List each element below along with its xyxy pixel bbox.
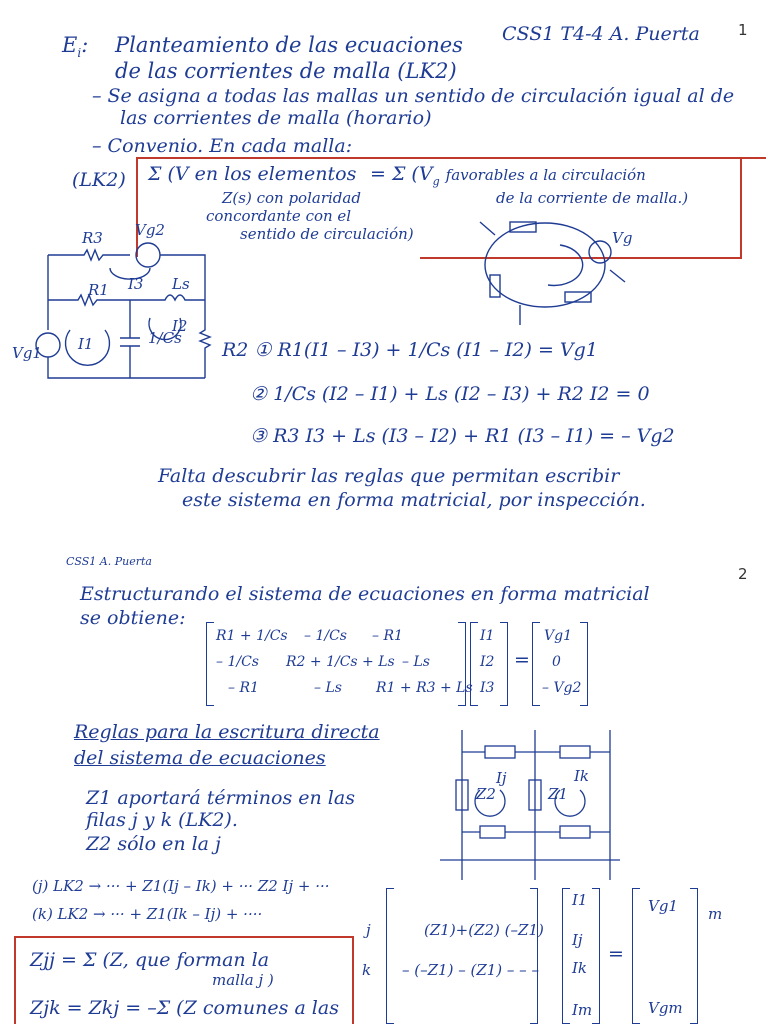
equation-2: ② 1/Cs (I2 – I1) + Ls (I2 – I3) + R2 I2 = 0 [250,383,650,405]
label-vg1: Vg1 [12,344,42,362]
capacitor [120,300,140,378]
sources-bracket-left [532,622,540,706]
unknown-i2: I2 [480,654,495,670]
zjj-box-top [14,936,354,938]
big-unknowns-bracket-left [562,888,570,1024]
label-i1: I1 [78,335,94,353]
diagram-z-top-left [485,746,515,758]
note-line-1: Falta descubrir las reglas que permitan escribir [158,465,620,487]
z2-rule-line: Z2 sólo en la j [86,833,221,855]
ring-source [589,241,611,263]
source-zero: 0 [552,654,561,670]
matrix-cell: – Ls [314,680,342,696]
diagram-label-z1: Z1 [548,785,568,803]
matrix-cell: R2 + 1/Cs + Ls [286,654,395,670]
big-sources-bracket-left [632,888,640,1024]
title-line-2: de las corrientes de malla (LK2) [115,59,457,83]
matrix-cell: – 1/Cs [304,628,347,644]
matrix-cell: – R1 [372,628,403,644]
sum-left-line-2: Z(s) con polaridad [222,189,361,207]
big-unknown-im: Im [572,1001,593,1019]
big-matrix-bracket-left [386,888,394,1024]
row-j-lk2: (j) LK2 → ··· + Z1(Ij – Ik) + ··· Z2 Ij + ··· [32,877,330,895]
diagram-z-top-right [560,746,590,758]
matrix-cell: – Ls [402,654,430,670]
big-unknown-ij: Ij [572,931,583,949]
label-ls: Ls [172,275,190,293]
matrix-cell: – 1/Cs [216,654,259,670]
big-entry-kk: – (–Z1) – (Z1) – – – [402,961,539,979]
label-i3: I3 [128,275,144,293]
page-number-2: 2 [738,565,748,583]
matrix-cell: – R1 [228,680,259,696]
z1-rule-line-1: Z1 aportará términos en las [86,787,355,809]
big-sources-bracket-right [690,888,698,1024]
zjj-definition-line-2: malla j ) [212,971,274,989]
bullet-1-line-2: las corrientes de malla (horario) [120,107,432,129]
z1-rule-line-2: filas j y k (LK2). [86,809,238,831]
note-line-2: este sistema en forma matricial, por inspección. [182,489,646,511]
matrix-cell: R1 + 1/Cs [216,628,288,644]
label-i2: I2 [172,317,188,335]
page-header-1: CSS1 T4-4 A. Puerta [502,23,700,45]
big-unknown-i1: I1 [572,891,588,909]
ring-element-3 [490,275,500,297]
rules-heading-2: del sistema de ecuaciones [74,747,326,769]
bullet-2: – Convenio. En cada malla: [92,135,353,157]
sum-left-line-3: concordante con el [206,207,352,225]
big-unknowns-bracket-right [592,888,600,1024]
unknowns-bracket-left [470,622,478,706]
row-k-lk2: (k) LK2 → ··· + Z1(Ik – Ij) + ···· [32,905,263,923]
label-vg2: Vg2 [135,221,165,239]
unknown-i3: I3 [480,680,495,696]
intro-line-2: se obtiene: [80,607,186,629]
r2-resistor [200,300,210,378]
intro-line-1: Estructurando el sistema de ecuaciones en forma matricial [80,583,650,605]
label-r3: R3 [82,229,103,247]
sum-left-line-1: Σ (V en los elementos [148,163,357,185]
label-ring-vg: Vg [612,229,633,247]
matrix-cell: R1 + R3 + Ls [376,680,473,696]
ring-mesh [485,223,605,307]
big-row-k: k [362,961,372,979]
vg2-source [136,243,160,267]
ls-inductor [130,295,205,300]
label-r1: R1 [88,281,109,299]
source-vg1: Vg1 [544,628,572,644]
zjj-definition-line-1: Zjj = Σ (Z, que forman la [30,949,270,971]
big-equals-sign: = [608,943,624,965]
source-vg2: – Vg2 [542,680,582,696]
ring-circulation-arrow [548,245,583,285]
page-header-2: CSS1 A. Puerta [66,555,152,568]
diagram-label-ik: Ik [574,767,590,785]
lk2-label: (LK2) [72,169,126,191]
big-source-vg1: Vg1 [648,897,678,915]
rules-heading-1: Reglas para la escritura directa [74,721,380,743]
big-row-j: j [366,921,371,939]
section-label: $E_i$: [62,33,89,61]
page-number-1: 1 [738,21,748,39]
bullet-1-line-1: – Se asigna a todas las mallas un sentido de circulación igual al de [92,85,735,107]
label-cap: 1/Cs [148,329,182,347]
zjj-box-left [14,936,16,1024]
equals-sign: = [514,649,530,671]
equation-1: R2 ① R1(I1 – I3) + 1/Cs (I1 – I2) = Vg1 [222,339,598,361]
big-unknown-ik: Ik [572,959,588,977]
matrix-bracket-left [206,622,214,706]
unknowns-bracket-right [500,622,508,706]
unknown-i1: I1 [480,628,495,644]
diagram-label-ij: Ij [496,769,507,787]
sum-right-line-1: = Σ ($V_g$ favorables a la circulación [370,163,646,188]
sum-right-line-2: de la corriente de malla.) [496,189,689,207]
title-line-1: Planteamiento de las ecuaciones [115,33,463,57]
equation-3: ③ R3 I3 + Ls (I3 – I2) + R1 (I3 – I1) = – Vg2 [250,425,675,447]
big-source-vgm: Vgm [648,999,683,1017]
big-size-m: m [708,905,723,923]
zjj-box-right [352,936,354,1024]
r3-resistor [48,250,130,260]
big-matrix-bracket-right [530,888,538,1024]
sum-left-line-4: sentido de circulación) [240,225,414,243]
zjk-definition-line: Zjk = Zkj = –Σ (Z comunes a las [30,997,339,1019]
big-entry-jj: (Z1)+(Z2) (–Z1) [424,921,544,939]
diagram-label-z2: Z2 [476,785,496,803]
